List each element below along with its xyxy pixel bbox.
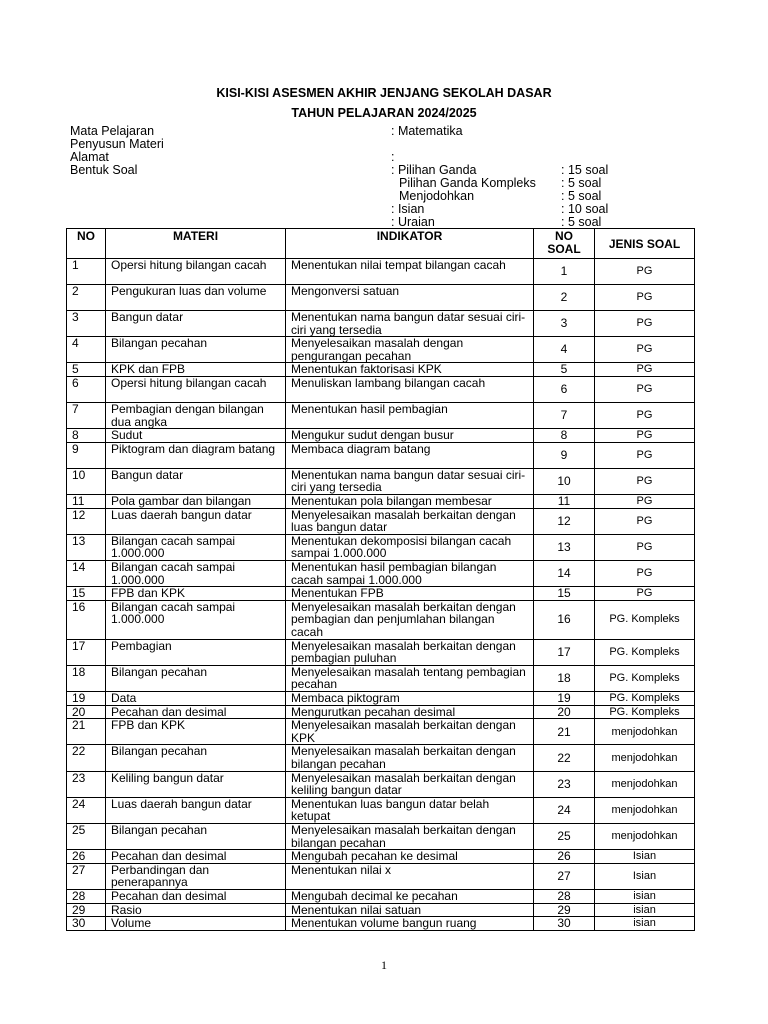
- bentuk-item-name: : Pilihan Ganda: [391, 163, 477, 177]
- row-jenis-soal: PG: [595, 259, 695, 285]
- row-indikator: Menyelesaikan masalah dengan pengurangan pecahan: [286, 337, 534, 363]
- row-jenis-soal: Isian: [595, 850, 695, 864]
- row-jenis-soal: menjodohkan: [595, 824, 695, 850]
- header-indikator: INDIKATOR: [286, 229, 534, 259]
- row-no: 20: [67, 705, 106, 719]
- table-row: [67, 402, 695, 428]
- row-no: 5: [67, 363, 106, 377]
- row-no-soal: 17: [534, 639, 595, 665]
- row-indikator: Menentukan nilai satuan: [286, 903, 534, 917]
- row-materi: Bilangan pecahan: [106, 824, 286, 850]
- row-jenis-soal: PG: [595, 508, 695, 534]
- document-subtitle: TAHUN PELAJARAN 2024/2025: [291, 106, 477, 120]
- row-indikator: Menyelesaikan masalah berkaitan dengan bilangan pecahan: [286, 824, 534, 850]
- row-jenis-soal: menjodohkan: [595, 797, 695, 823]
- row-no: 29: [67, 903, 106, 917]
- row-no: 28: [67, 889, 106, 903]
- header-no: NO: [67, 229, 106, 259]
- row-no-soal: 7: [534, 402, 595, 428]
- table-row: [67, 600, 695, 639]
- row-no-soal: 9: [534, 442, 595, 468]
- row-jenis-soal: PG: [595, 285, 695, 311]
- bentuk-item-count: : 10 soal: [561, 202, 609, 216]
- table-row: [67, 560, 695, 586]
- row-indikator: Menyelesaikan masalah tentang pembagian pecahan: [286, 665, 534, 691]
- row-indikator: Menentukan nilai tempat bilangan cacah: [286, 259, 534, 285]
- header-materi: MATERI: [106, 229, 286, 259]
- table-row: [67, 494, 695, 508]
- row-indikator: Menentukan nama bangun datar sesuai ciri-ciri yang tersedia: [286, 468, 534, 494]
- row-no-soal: 18: [534, 665, 595, 691]
- row-materi: Pecahan dan desimal: [106, 889, 286, 903]
- row-jenis-soal: PG: [595, 376, 695, 402]
- table-row: [67, 429, 695, 443]
- table-row: [67, 534, 695, 560]
- row-materi: Bilangan cacah sampai 1.000.000: [106, 600, 286, 639]
- row-materi: Bilangan cacah sampai 1.000.000: [106, 560, 286, 586]
- row-no-soal: 15: [534, 587, 595, 601]
- row-indikator: Menentukan luas bangun datar belah ketupat: [286, 797, 534, 823]
- row-materi: Bilangan cacah sampai 1.000.000: [106, 534, 286, 560]
- row-jenis-soal: PG: [595, 560, 695, 586]
- bentuk-item-name: Menjodohkan: [399, 189, 475, 203]
- alamat-label: Alamat: [70, 150, 109, 164]
- table-row: [67, 468, 695, 494]
- row-no-soal: 2: [534, 285, 595, 311]
- row-no-soal: 25: [534, 824, 595, 850]
- row-no-soal: 6: [534, 376, 595, 402]
- row-no: 22: [67, 745, 106, 771]
- row-materi: Piktogram dan diagram batang: [106, 442, 286, 468]
- row-indikator: Mengubah decimal ke pecahan: [286, 889, 534, 903]
- row-materi: Pola gambar dan bilangan: [106, 494, 286, 508]
- row-no: 4: [67, 337, 106, 363]
- row-no: 3: [67, 311, 106, 337]
- table-row: [67, 745, 695, 771]
- row-materi: Bangun datar: [106, 311, 286, 337]
- row-no-soal: 5: [534, 363, 595, 377]
- row-no: 30: [67, 917, 106, 931]
- row-indikator: Menentukan dekomposisi bilangan cacah sampai 1.000.000: [286, 534, 534, 560]
- row-no: 24: [67, 797, 106, 823]
- row-materi: KPK dan FPB: [106, 363, 286, 377]
- row-no: 18: [67, 665, 106, 691]
- row-jenis-soal: menjodohkan: [595, 771, 695, 797]
- row-indikator: Menentukan faktorisasi KPK: [286, 363, 534, 377]
- row-no-soal: 20: [534, 705, 595, 719]
- row-materi: Perbandingan dan penerapannya: [106, 863, 286, 889]
- row-no: 13: [67, 534, 106, 560]
- row-no: 11: [67, 494, 106, 508]
- row-materi: Opersi hitung bilangan cacah: [106, 376, 286, 402]
- penyusun-label: Penyusun Materi: [70, 137, 164, 151]
- table-row: [67, 337, 695, 363]
- row-no-soal: 23: [534, 771, 595, 797]
- row-no: 16: [67, 600, 106, 639]
- row-no-soal: 19: [534, 692, 595, 706]
- bentuk-item-count: : 15 soal: [561, 163, 609, 177]
- row-indikator: Mengukur sudut dengan busur: [286, 429, 534, 443]
- row-indikator: Menentukan nama bangun datar sesuai ciri-ciri yang tersedia: [286, 311, 534, 337]
- header-no-soal: NO SOAL: [534, 229, 595, 259]
- table-row: [67, 771, 695, 797]
- row-materi: Volume: [106, 917, 286, 931]
- row-no-soal: 22: [534, 745, 595, 771]
- table-row: [67, 850, 695, 864]
- row-materi: Rasio: [106, 903, 286, 917]
- kisi-kisi-table: [66, 228, 695, 931]
- table-row: [67, 705, 695, 719]
- row-no-soal: 29: [534, 903, 595, 917]
- row-jenis-soal: isian: [595, 903, 695, 917]
- row-no: 8: [67, 429, 106, 443]
- bentuk-item-count: : 5 soal: [561, 189, 602, 203]
- document-title: KISI-KISI ASESMEN AKHIR JENJANG SEKOLAH DASAR: [216, 86, 552, 100]
- row-materi: Pembagian: [106, 639, 286, 665]
- row-materi: Keliling bangun datar: [106, 771, 286, 797]
- table-row: [67, 376, 695, 402]
- table-row: [67, 917, 695, 931]
- row-no-soal: 27: [534, 863, 595, 889]
- bentuk-item-name: : Uraian: [391, 215, 435, 229]
- page-number: 1: [381, 958, 387, 972]
- mapel-value: : Matematika: [391, 124, 463, 138]
- row-jenis-soal: PG. Kompleks: [595, 692, 695, 706]
- row-indikator: Menyelesaikan masalah berkaitan dengan keliling bangun datar: [286, 771, 534, 797]
- row-materi: Data: [106, 692, 286, 706]
- table-row: [67, 587, 695, 601]
- row-no: 19: [67, 692, 106, 706]
- row-jenis-soal: PG: [595, 587, 695, 601]
- row-no: 25: [67, 824, 106, 850]
- table-row: [67, 692, 695, 706]
- row-no-soal: 3: [534, 311, 595, 337]
- bentuk-label: Bentuk Soal: [70, 163, 138, 177]
- table-header-row: [67, 229, 695, 259]
- table-row: [67, 824, 695, 850]
- row-no-soal: 13: [534, 534, 595, 560]
- row-no: 27: [67, 863, 106, 889]
- row-indikator: Mengonversi satuan: [286, 285, 534, 311]
- row-indikator: Menentukan nilai x: [286, 863, 534, 889]
- row-no: 26: [67, 850, 106, 864]
- bentuk-item-count: : 5 soal: [561, 176, 602, 190]
- row-indikator: Menentukan hasil pembagian bilangan cacah sampai 1.000.000: [286, 560, 534, 586]
- row-no: 12: [67, 508, 106, 534]
- row-no: 14: [67, 560, 106, 586]
- header-jenis-soal: JENIS SOAL: [595, 229, 695, 259]
- row-jenis-soal: PG: [595, 337, 695, 363]
- table-row: [67, 719, 695, 745]
- row-jenis-soal: PG. Kompleks: [595, 600, 695, 639]
- row-materi: Pecahan dan desimal: [106, 705, 286, 719]
- row-indikator: Membaca diagram batang: [286, 442, 534, 468]
- row-no: 23: [67, 771, 106, 797]
- row-materi: Bilangan pecahan: [106, 337, 286, 363]
- row-materi: Opersi hitung bilangan cacah: [106, 259, 286, 285]
- alamat-value: :: [391, 150, 395, 164]
- row-materi: Pembagian dengan bilangan dua angka: [106, 402, 286, 428]
- row-indikator: Mengubah pecahan ke desimal: [286, 850, 534, 864]
- row-jenis-soal: PG: [595, 534, 695, 560]
- row-indikator: Menentukan FPB: [286, 587, 534, 601]
- row-no: 17: [67, 639, 106, 665]
- row-indikator: Menyelesaikan masalah berkaitan dengan luas bangun datar: [286, 508, 534, 534]
- row-no: 21: [67, 719, 106, 745]
- row-materi: FPB dan KPK: [106, 719, 286, 745]
- row-no-soal: 11: [534, 494, 595, 508]
- row-jenis-soal: menjodohkan: [595, 745, 695, 771]
- row-materi: Bangun datar: [106, 468, 286, 494]
- row-materi: Bilangan pecahan: [106, 665, 286, 691]
- row-materi: Luas daerah bangun datar: [106, 797, 286, 823]
- row-jenis-soal: menjodohkan: [595, 719, 695, 745]
- row-no: 9: [67, 442, 106, 468]
- row-no: 2: [67, 285, 106, 311]
- row-no-soal: 16: [534, 600, 595, 639]
- table-row: [67, 259, 695, 285]
- row-no: 7: [67, 402, 106, 428]
- row-jenis-soal: PG: [595, 402, 695, 428]
- bentuk-item-count: : 5 soal: [561, 215, 602, 229]
- row-no-soal: 30: [534, 917, 595, 931]
- row-no-soal: 8: [534, 429, 595, 443]
- table-row: [67, 797, 695, 823]
- row-indikator: Membaca piktogram: [286, 692, 534, 706]
- table-row: [67, 363, 695, 377]
- row-materi: Bilangan pecahan: [106, 745, 286, 771]
- row-indikator: Menyelesaikan masalah berkaitan dengan KPK: [286, 719, 534, 745]
- row-materi: Sudut: [106, 429, 286, 443]
- row-indikator: Menyelesaikan masalah berkaitan dengan pembagian dan penjumlahan bilangan cacah: [286, 600, 534, 639]
- row-indikator: Menyelesaikan masalah berkaitan dengan bilangan pecahan: [286, 745, 534, 771]
- table-row: [67, 639, 695, 665]
- row-no: 15: [67, 587, 106, 601]
- row-materi: Pengukuran luas dan volume: [106, 285, 286, 311]
- row-indikator: Menyelesaikan masalah berkaitan dengan pembagian puluhan: [286, 639, 534, 665]
- row-indikator: Mengurutkan pecahan desimal: [286, 705, 534, 719]
- row-jenis-soal: PG. Kompleks: [595, 705, 695, 719]
- row-indikator: Menentukan pola bilangan membesar: [286, 494, 534, 508]
- row-materi: Pecahan dan desimal: [106, 850, 286, 864]
- table-row: [67, 863, 695, 889]
- table-row: [67, 889, 695, 903]
- row-no-soal: 14: [534, 560, 595, 586]
- row-materi: Luas daerah bangun datar: [106, 508, 286, 534]
- row-no: 6: [67, 376, 106, 402]
- row-no-soal: 12: [534, 508, 595, 534]
- row-jenis-soal: PG: [595, 363, 695, 377]
- row-indikator: Menuliskan lambang bilangan cacah: [286, 376, 534, 402]
- row-no-soal: 26: [534, 850, 595, 864]
- row-jenis-soal: isian: [595, 917, 695, 931]
- table-row: [67, 311, 695, 337]
- row-jenis-soal: isian: [595, 889, 695, 903]
- mapel-label: Mata Pelajaran: [70, 124, 155, 138]
- row-no-soal: 4: [534, 337, 595, 363]
- table-row: [67, 665, 695, 691]
- bentuk-item-name: : Isian: [391, 202, 425, 216]
- row-jenis-soal: PG: [595, 311, 695, 337]
- row-no-soal: 10: [534, 468, 595, 494]
- row-no-soal: 21: [534, 719, 595, 745]
- table-row: [67, 508, 695, 534]
- row-jenis-soal: PG. Kompleks: [595, 639, 695, 665]
- row-no-soal: 28: [534, 889, 595, 903]
- row-indikator: Menentukan hasil pembagian: [286, 402, 534, 428]
- row-indikator: Menentukan volume bangun ruang: [286, 917, 534, 931]
- row-jenis-soal: PG: [595, 429, 695, 443]
- table-body: [67, 259, 695, 931]
- row-no: 1: [67, 259, 106, 285]
- table-row: [67, 285, 695, 311]
- row-jenis-soal: PG. Kompleks: [595, 665, 695, 691]
- row-jenis-soal: PG: [595, 442, 695, 468]
- bentuk-item-name: Pilihan Ganda Kompleks: [399, 176, 536, 190]
- row-jenis-soal: Isian: [595, 863, 695, 889]
- row-no-soal: 1: [534, 259, 595, 285]
- row-materi: FPB dan KPK: [106, 587, 286, 601]
- row-jenis-soal: PG: [595, 468, 695, 494]
- row-no: 10: [67, 468, 106, 494]
- table-row: [67, 442, 695, 468]
- table-row: [67, 903, 695, 917]
- row-jenis-soal: PG: [595, 494, 695, 508]
- row-no-soal: 24: [534, 797, 595, 823]
